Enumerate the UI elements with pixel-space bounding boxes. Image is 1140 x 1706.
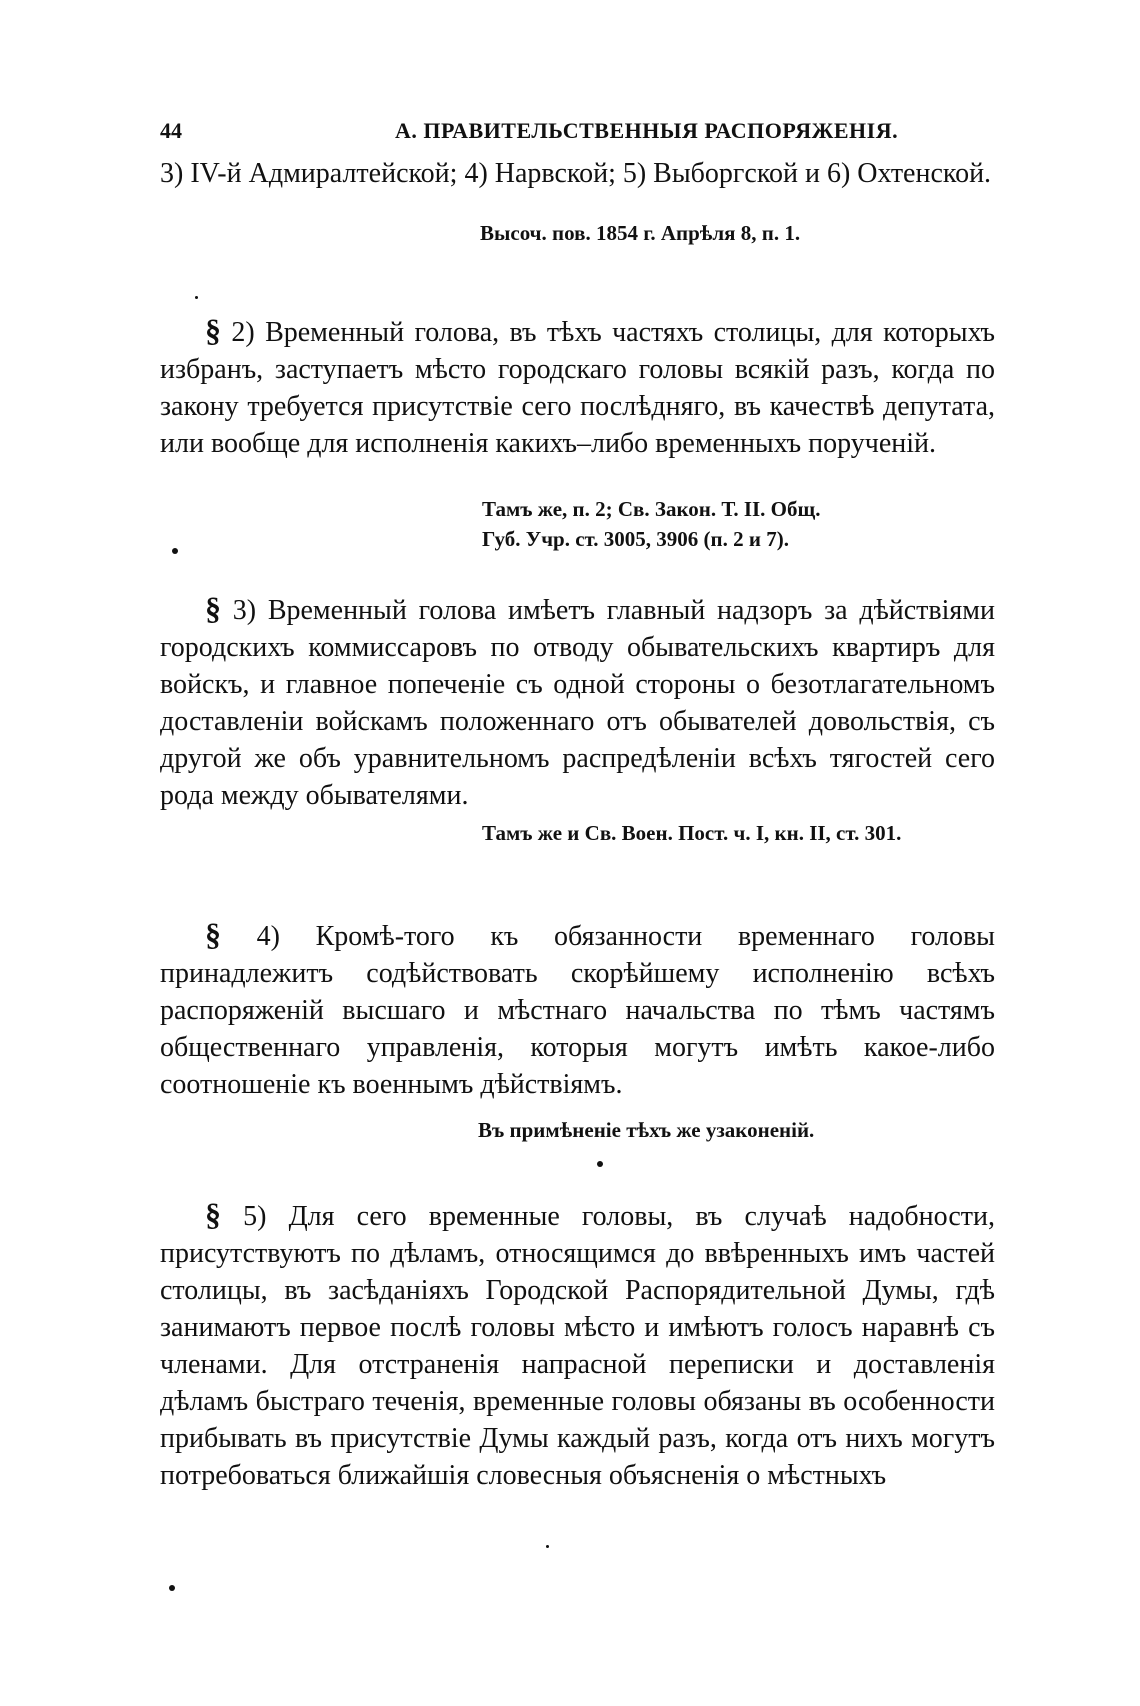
print-speck <box>597 1161 603 1167</box>
intro-paragraph: 3) IV-й Адмиралтейской; 4) Нарвской; 5) Выборгской и 6) Охтенской. <box>160 158 992 189</box>
section-sign: § <box>205 590 221 626</box>
section-4-text: 4) Кромѣ-того къ обязанности временнаго головы принадлежитъ содѣйствовать скорѣйшему исполненію всѣхъ распоряженій высшаго и мѣстнаго начальства по тѣмъ частямъ общественнаго управленія, которыя могутъ имѣть какое-либо соотношеніе къ военнымъ дѣйствіямъ. <box>160 921 995 1100</box>
print-speck <box>546 1545 549 1548</box>
section-sign: § <box>205 1196 221 1232</box>
intro-citation: Высоч. пов. 1854 г. Апрѣля 8, п. 1. <box>480 221 801 245</box>
section-3-citation: Тамъ же и Св. Воен. Пост. ч. I, кн. II, ст. 301. <box>482 821 902 845</box>
section-5-text: 5) Для сего временные головы, въ случаѣ надобности, присутствуютъ по дѣламъ, относящимся до ввѣренныхъ имъ частей столицы, въ засѣданіяхъ Городской Распорядительной Думы, гдѣ занимаютъ первое послѣ головы мѣсто и имѣютъ голосъ наравнѣ съ членами. Для отстраненія напрасной переписки и доставленія дѣламъ быстраго теченія, временные головы обязаны въ особенности прибывать въ присутствіе Думы каждый разъ, когда отъ нихъ могутъ потребоваться ближайшія словесныя объясненія о мѣстныхъ <box>160 1201 995 1491</box>
section-4-paragraph <box>160 916 995 1103</box>
section-5-paragraph <box>160 1196 995 1494</box>
section-3-paragraph <box>160 590 995 814</box>
section-2-text: 2) Временный голова, въ тѣхъ частяхъ столицы, для которыхъ избранъ, заступаетъ мѣсто городскаго головы всякій разъ, когда по закону требуется присутствіе сего послѣдняго, въ качествѣ депутата, или вообще для исполненія какихъ–либо временныхъ порученій. <box>160 317 996 459</box>
section-2-citation-line-2: Губ. Учр. ст. 3005, 3906 (п. 2 и 7). <box>482 527 789 551</box>
section-sign: § <box>205 312 221 348</box>
section-2-citation-line-1: Тамъ же, п. 2; Св. Закон. Т. II. Общ. <box>482 497 821 521</box>
section-4-citation: Въ примѣненіе тѣхъ же узаконеній. <box>478 1118 815 1142</box>
section-sign: § <box>205 916 221 952</box>
section-2-paragraph <box>160 312 995 462</box>
section-3-text: 3) Временный голова имѣетъ главный надзоръ за дѣйствіями городскихъ коммиссаровъ по отводу обывательскихъ квартиръ для войскъ, и главное попеченіе съ одной стороны о безотлагательномъ доставленіи войскамъ положеннаго отъ обывателей довольствія, съ другой же объ уравнительномъ распредѣленіи всѣхъ тягостей сего рода между обывателями. <box>160 595 995 811</box>
page-header <box>160 118 980 148</box>
page-number: 44 <box>160 118 182 143</box>
running-title: А. ПРАВИТЕЛЬСТВЕННЫЯ РАСПОРЯЖЕНІЯ. <box>395 118 899 143</box>
print-speck <box>169 1585 175 1591</box>
print-speck <box>172 548 178 554</box>
print-speck <box>195 296 198 299</box>
